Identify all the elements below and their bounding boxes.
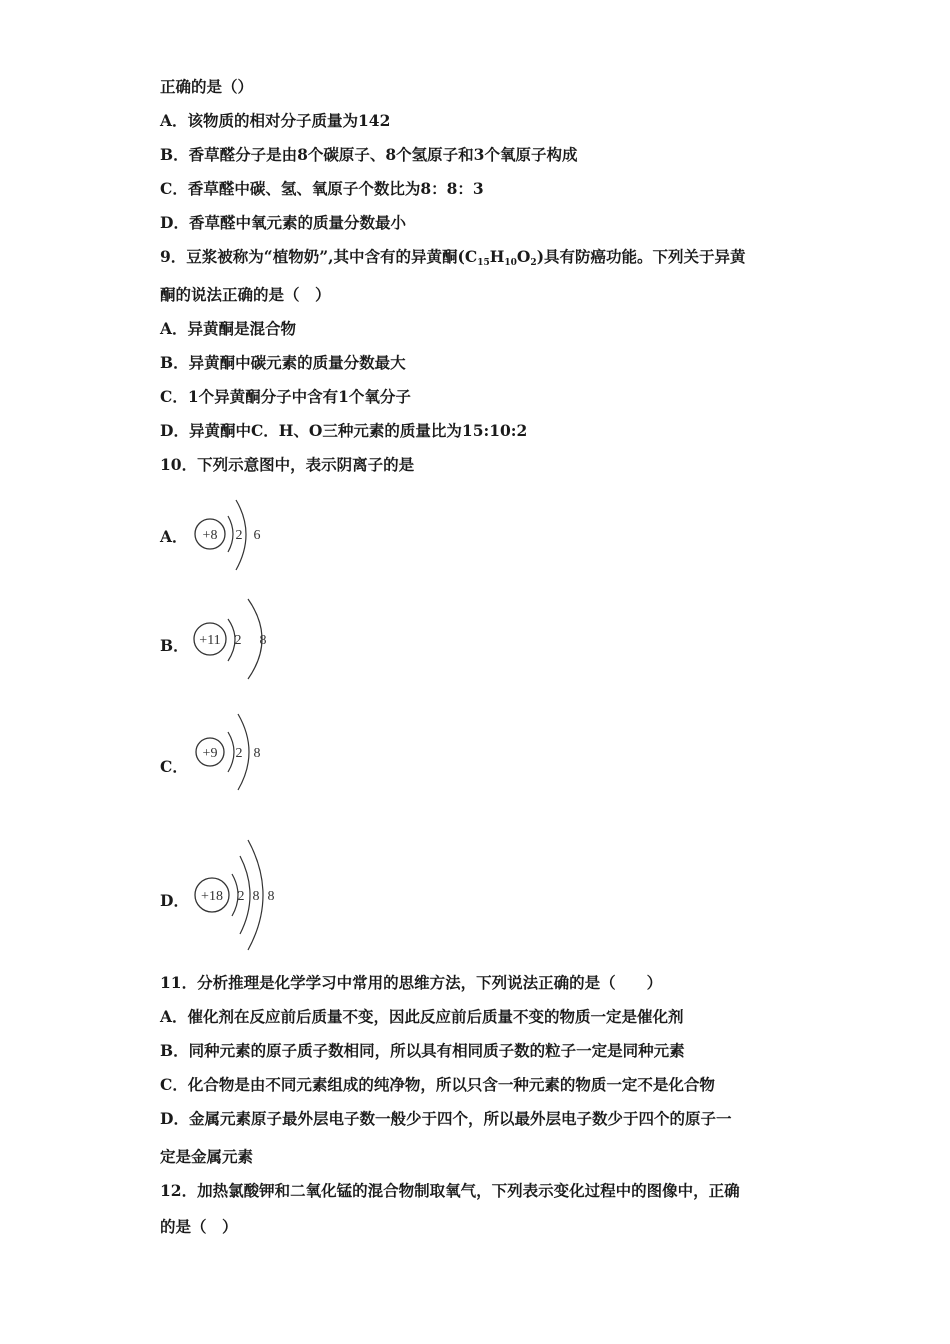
shell-arc-1 (228, 516, 233, 552)
q9-option-b: B．异黄酮中碳元素的质量分数最大 (160, 353, 406, 372)
nucleus-charge: +18 (201, 889, 223, 904)
q8-option-a: A．该物质的相对分子质量为142 (160, 111, 391, 130)
q9-o: O (516, 247, 531, 266)
q8-option-b: B．香草醛分子是由8个碳原子、8个氢原子和3个氧原子构成 (160, 145, 578, 164)
q8-stem-tail: 正确的是（） (160, 77, 254, 96)
electron-count-2: 8 (252, 889, 260, 904)
q11-option-c: C．化合物是由不同元素组成的纯净物，所以只含一种元素的物质一定不是化合物 (160, 1075, 715, 1094)
electron-count-1: 2 (235, 528, 243, 543)
q11-option-a: A．催化剂在反应前后质量不变，因此反应前后质量不变的物质一定是催化剂 (160, 1007, 684, 1026)
q10-option-c-letter: C． (160, 757, 188, 776)
q8-option-c: C．香草醛中碳、氢、氧原子个数比为8：8：3 (160, 179, 484, 198)
q9-stem-line2: 酮的说法正确的是（ ） (160, 285, 331, 304)
q9-h: H (489, 247, 505, 266)
q10-option-b-diagram (190, 595, 280, 685)
q11-stem: 11．分析推理是化学学习中常用的思维方法，下列说法正确的是（ ） (160, 973, 663, 992)
q9-stem (160, 247, 746, 273)
q9-option-c: C．1个异黄酮分子中含有1个氧分子 (160, 387, 411, 406)
q10-option-d-letter: D． (160, 891, 189, 910)
q9-option-a: A．异黄酮是混合物 (160, 319, 297, 338)
shell-arc-1 (228, 732, 234, 772)
electron-count-2: 8 (253, 746, 261, 761)
electron-count-3: 8 (267, 889, 275, 904)
electron-count-1: 2 (237, 889, 245, 904)
electron-count-2: 6 (253, 528, 261, 543)
q8-option-d: D．香草醛中氧元素的质量分数最小 (160, 213, 406, 232)
q9-stem-part1: 9．豆浆被称为“植物奶”,其中含有的异黄酮(C (160, 247, 478, 266)
q9-option-d: D．异黄酮中C．H、O三种元素的质量比为15:10:2 (160, 421, 528, 440)
q10-stem: 10．下列示意图中，表示阴离子的是 (160, 455, 415, 474)
q10-option-a-letter: A． (160, 527, 188, 546)
electron-count-2: 8 (259, 633, 267, 648)
q12-stem-line2: 的是（ ） (160, 1217, 238, 1236)
q9-sub-o: 2 (530, 258, 537, 268)
q10-option-a-diagram (190, 490, 280, 580)
q11-option-d: D．金属元素原子最外层电子数一般少于四个，所以最外层电子数少于四个的原子一 (160, 1109, 732, 1128)
nucleus-charge: +11 (199, 633, 221, 648)
q12-stem: 12．加热氯酸钾和二氧化锰的混合物制取氧气，下列表示变化过程中的图像中，正确 (160, 1181, 740, 1200)
q9-stem-part2: )具有防癌功能。下列关于异黄 (536, 247, 746, 266)
electron-count-1: 2 (235, 746, 243, 761)
nucleus-charge: +9 (202, 746, 218, 761)
q10-option-d-diagram (190, 838, 290, 953)
nucleus-charge: +8 (202, 528, 218, 543)
q10-option-b-letter: B． (160, 636, 189, 655)
q11-option-d-line2: 定是金属元素 (160, 1147, 254, 1166)
q9-sub-h: 10 (504, 258, 517, 268)
q9-sub-c: 15 (477, 258, 490, 268)
q11-option-b: B．同种元素的原子质子数相同，所以具有相同质子数的粒子一定是同种元素 (160, 1041, 685, 1060)
q10-option-c-diagram (190, 708, 280, 798)
electron-count-1: 2 (234, 633, 242, 648)
